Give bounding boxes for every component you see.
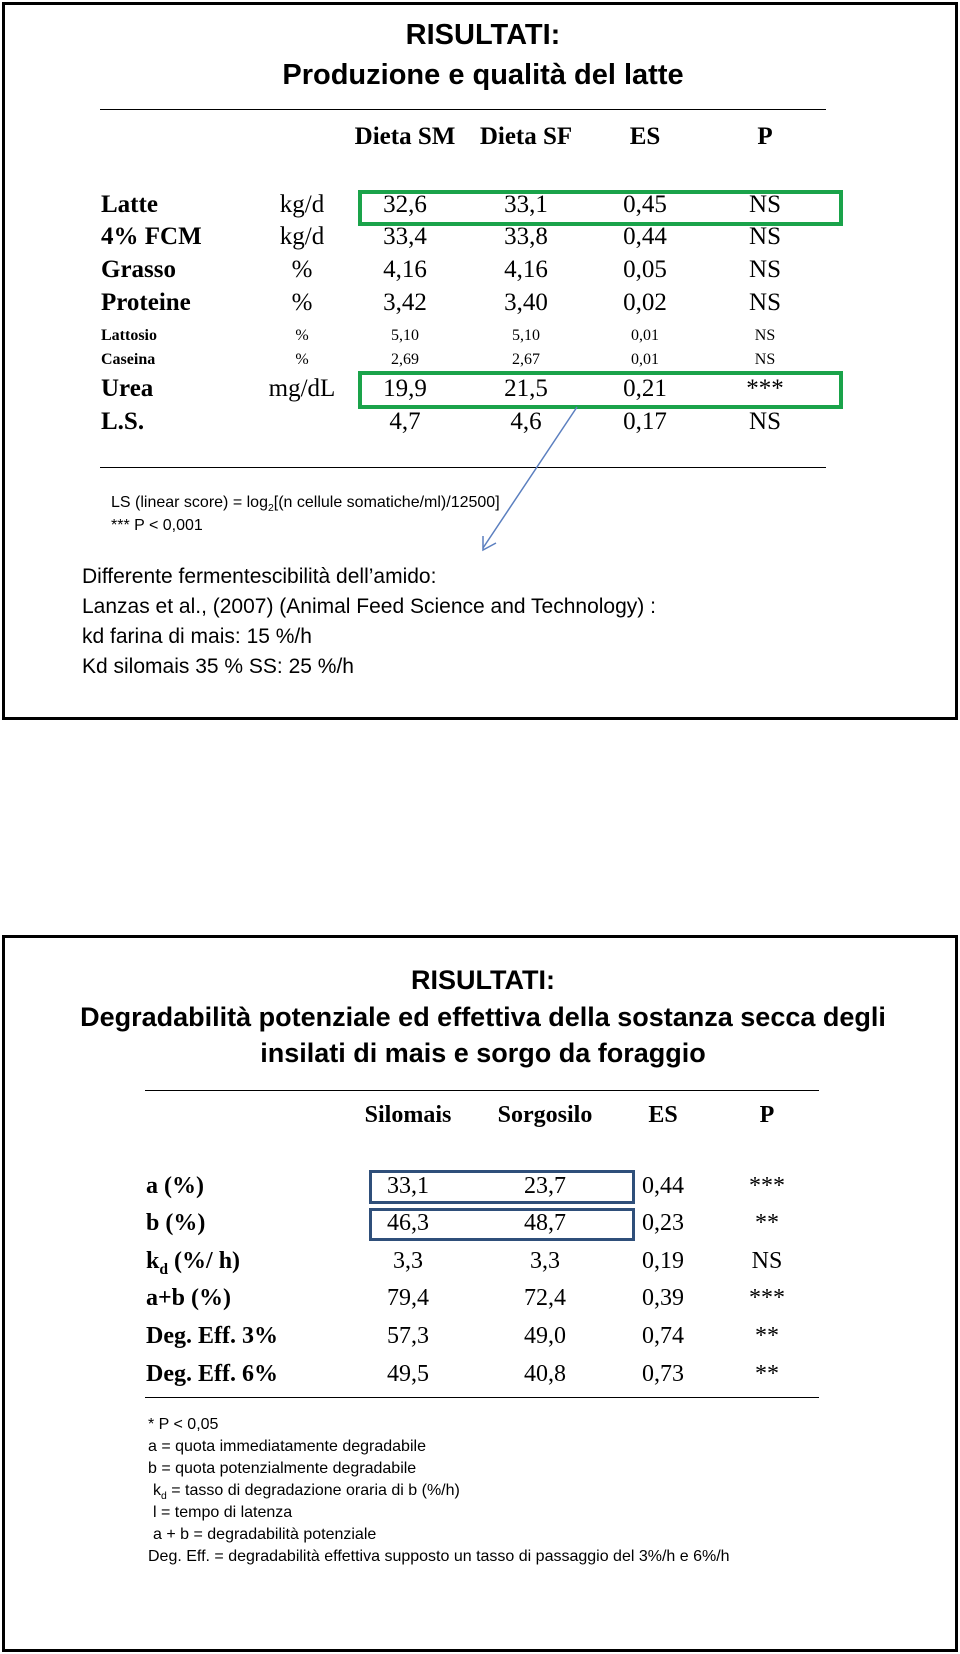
row-sorgosilo: 49,0: [524, 1323, 566, 1349]
row-unit: %: [291, 289, 313, 316]
row-sorgosilo: 3,3: [530, 1248, 560, 1274]
row-sorgosilo: 48,7: [524, 1210, 566, 1236]
row-sm: 2,69: [391, 351, 419, 368]
note-ls-prefix: LS (linear score) = log: [111, 494, 268, 511]
para-line-4: Kd silomais 35 % SS: 25 %/h: [82, 655, 354, 678]
header-es: ES: [629, 123, 661, 150]
row-name: Grasso: [101, 256, 176, 283]
note-deg-eff: Deg. Eff. = degradabilità effettiva supposto un tasso di passaggio del 3%/h e 6%/h: [148, 1548, 730, 1565]
slide2-title-3: insilati di mais e sorgo da foraggio: [260, 1038, 706, 1068]
row-name: Deg. Eff. 6%: [146, 1361, 278, 1387]
row-sm: 19,9: [383, 375, 427, 402]
row-p: **: [755, 1361, 779, 1387]
row-p: ***: [746, 375, 784, 402]
row-p: NS: [749, 256, 781, 283]
row-p: NS: [749, 408, 781, 435]
row-name: Urea: [101, 375, 154, 402]
row-name: a (%): [146, 1173, 204, 1199]
row-name-rest: (%/ h): [168, 1248, 241, 1274]
note-l: l = tempo di latenza: [153, 1504, 293, 1521]
header-p: P: [757, 123, 773, 150]
row-p: NS: [751, 1248, 783, 1274]
note-ab: a + b = degradabilità potenziale: [153, 1526, 377, 1543]
row-p: NS: [754, 351, 776, 368]
note-ls-suffix: [(n cellule somatiche/ml)/12500]: [273, 494, 500, 511]
slide1-title-1: RISULTATI:: [405, 19, 561, 51]
row-unit: %: [291, 256, 313, 283]
row-es: 0,45: [623, 191, 667, 218]
row-sm: 3,42: [383, 289, 427, 316]
row-unit: kg/d: [279, 223, 325, 250]
row-name: 4% FCM: [101, 223, 202, 250]
table2-bottom-rule: [145, 1397, 819, 1398]
row-name: Caseina: [101, 351, 156, 368]
row-unit: %: [295, 327, 309, 344]
note-kd-sub: d: [161, 1491, 167, 1503]
table2-top-rule: [145, 1090, 819, 1091]
row-es: 0,01: [631, 351, 659, 368]
slide1-title-2: Produzione e qualità del latte: [282, 59, 684, 91]
row-sorgosilo: 40,8: [524, 1361, 566, 1387]
row-es: 0,17: [623, 408, 667, 435]
row-es: 0,05: [623, 256, 667, 283]
note-linear-score: [111, 494, 500, 514]
row-name: [146, 1248, 240, 1279]
row-p: **: [755, 1210, 779, 1236]
row-unit: mg/dL: [268, 375, 336, 402]
para-line-1: Differente fermentescibilità dell’amido:: [82, 565, 437, 588]
row-name-k: k: [146, 1248, 160, 1274]
note-kd-rest: = tasso di degradazione oraria di b (%/h): [166, 1482, 460, 1499]
row-silomais: 3,3: [393, 1248, 423, 1274]
row-es: 0,02: [623, 289, 667, 316]
row-silomais: 79,4: [387, 1285, 429, 1311]
row-sf: 5,10: [512, 327, 540, 344]
row-name: L.S.: [101, 408, 145, 435]
row-sf: 33,8: [504, 223, 548, 250]
row-silomais: 33,1: [387, 1173, 429, 1199]
header-p: P: [759, 1102, 775, 1128]
row-sf: 4,16: [504, 256, 548, 283]
header-dieta-sf: Dieta SF: [479, 123, 573, 150]
row-sf: 21,5: [504, 375, 548, 402]
row-name: Proteine: [101, 289, 191, 316]
row-sorgosilo: 72,4: [524, 1285, 566, 1311]
row-name: a+b (%): [146, 1285, 232, 1311]
row-sm: 4,7: [389, 408, 421, 435]
note-ls-sub: 2: [267, 503, 274, 515]
row-p: NS: [749, 191, 781, 218]
header-sorgosilo: Sorgosilo: [497, 1102, 593, 1128]
row-sf: 33,1: [504, 191, 548, 218]
header-dieta-sm: Dieta SM: [354, 123, 456, 150]
row-name: Lattosio: [101, 327, 157, 344]
row-sm: 32,6: [383, 191, 427, 218]
row-es: 0,19: [642, 1248, 684, 1274]
note-b: b = quota potenzialmente degradabile: [148, 1460, 417, 1477]
row-es: 0,39: [642, 1285, 684, 1311]
row-es: 0,73: [642, 1361, 684, 1387]
row-p: ***: [749, 1285, 785, 1311]
header-es: ES: [648, 1102, 678, 1128]
row-silomais: 46,3: [387, 1210, 429, 1236]
row-p: ***: [749, 1173, 785, 1199]
para-line-3: kd farina di mais: 15 %/h: [82, 625, 312, 648]
row-unit: %: [295, 351, 309, 368]
slide-milk-production: [2, 2, 958, 720]
row-es: 0,44: [623, 223, 667, 250]
slide-degradability: [2, 935, 958, 1652]
row-sf: 4,6: [510, 408, 542, 435]
note-kd-k: k: [153, 1482, 161, 1499]
row-silomais: 49,5: [387, 1361, 429, 1387]
row-es: 0,21: [623, 375, 667, 402]
header-silomais: Silomais: [364, 1102, 452, 1128]
row-sm: 33,4: [383, 223, 427, 250]
row-silomais: 57,3: [387, 1323, 429, 1349]
row-es: 0,23: [642, 1210, 684, 1236]
row-sm: 4,16: [383, 256, 427, 283]
note-p-005: * P < 0,05: [148, 1416, 219, 1433]
row-p: NS: [749, 289, 781, 316]
note-a: a = quota immediatamente degradabile: [148, 1438, 426, 1455]
row-sf: 2,67: [512, 351, 540, 368]
row-name: b (%): [146, 1210, 206, 1236]
row-p: NS: [754, 327, 776, 344]
row-sm: 5,10: [391, 327, 419, 344]
row-es: 0,74: [642, 1323, 684, 1349]
para-line-2: Lanzas et al., (2007) (Animal Feed Science and Technology) :: [82, 595, 656, 618]
row-name-sub: d: [159, 1260, 169, 1278]
row-p: NS: [749, 223, 781, 250]
row-p: **: [755, 1323, 779, 1349]
note-kd: [153, 1482, 460, 1502]
row-unit: kg/d: [279, 191, 325, 218]
slide2-title-1: RISULTATI:: [411, 965, 555, 995]
row-es: 0,01: [631, 327, 659, 344]
row-sorgosilo: 23,7: [524, 1173, 566, 1199]
slide2-title-2: Degradabilità potenziale ed effettiva della sostanza secca degli: [80, 1002, 886, 1032]
row-es: 0,44: [642, 1173, 684, 1199]
note-p-significance: *** P < 0,001: [111, 517, 203, 534]
row-name: Deg. Eff. 3%: [146, 1323, 278, 1349]
row-sf: 3,40: [504, 289, 548, 316]
row-name: Latte: [101, 191, 158, 218]
